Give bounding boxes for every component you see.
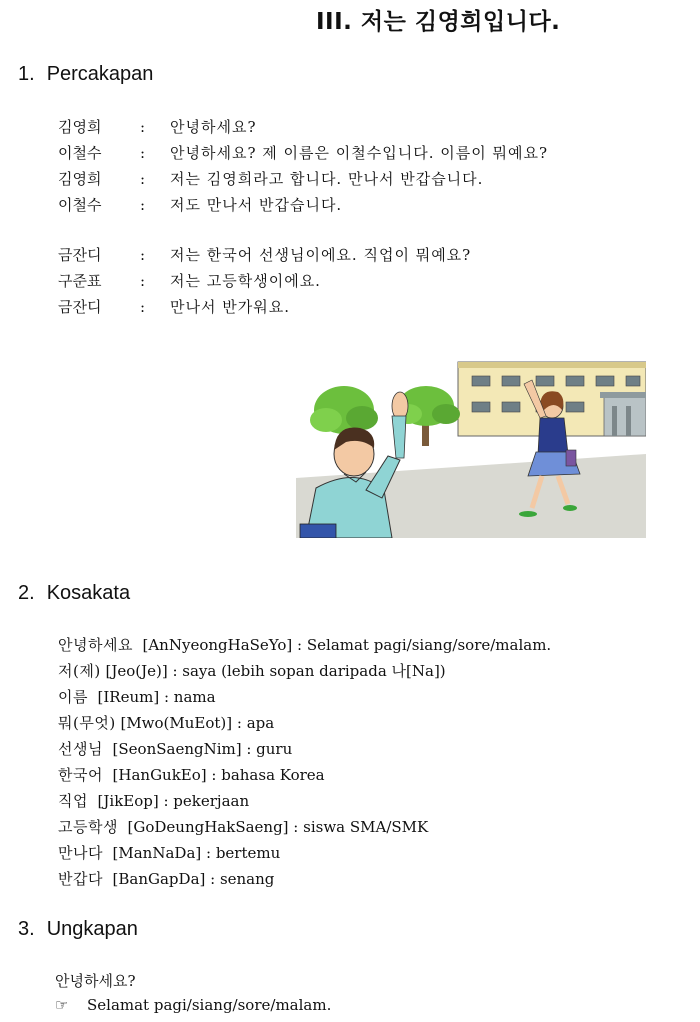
dialogue-text: 저도 만나서 반갑습니다. xyxy=(170,196,343,214)
section-number: 3. xyxy=(18,918,35,940)
vocab-definition: [IReum] : nama xyxy=(97,688,216,706)
vocabulary-item xyxy=(58,684,551,710)
dialogue-line xyxy=(58,114,548,140)
separator: : xyxy=(140,246,146,264)
dialogue-line xyxy=(58,268,471,294)
separator: : xyxy=(140,144,146,162)
section-heading-ungkapan xyxy=(18,918,138,941)
separator: : xyxy=(140,118,146,136)
vocabulary-item xyxy=(58,762,551,788)
vocabulary-item xyxy=(58,866,551,892)
vocab-korean: 뭐(무엇) xyxy=(58,714,116,732)
dialogue-text: 안녕하세요? xyxy=(170,118,257,136)
speaker-name: 이철수 xyxy=(58,196,102,214)
vocabulary-list xyxy=(58,632,551,892)
vocab-korean: 만나다 xyxy=(58,844,103,862)
vocab-korean: 고등학생 xyxy=(58,818,118,836)
speaker-name: 금잔디 xyxy=(58,246,102,264)
vocab-korean: 안녕하세요 xyxy=(58,636,133,654)
greeting-illustration xyxy=(296,358,646,538)
dialogue-text: 저는 고등학생이에요. xyxy=(170,272,321,290)
vocab-korean: 선생님 xyxy=(58,740,103,758)
speaker-name: 이철수 xyxy=(58,144,102,162)
section-heading-percakapan xyxy=(18,63,153,86)
vocabulary-item xyxy=(58,814,551,840)
dialogue-line xyxy=(58,166,548,192)
vocabulary-item xyxy=(58,788,551,814)
vocab-definition: [JikEop] : pekerjaan xyxy=(97,792,250,810)
section-number: 1. xyxy=(18,63,35,85)
vocab-korean: 반갑다 xyxy=(58,870,103,888)
dialogue-text: 만나서 반가워요. xyxy=(170,298,290,316)
vocab-korean: 직업 xyxy=(58,792,88,810)
dialogue-text: 안녕하세요? 제 이름은 이철수입니다. 이름이 뭐예요? xyxy=(170,144,548,162)
vocab-definition: [Jeo(Je)] : saya (lebih sopan daripada 나[Na]) xyxy=(105,662,446,680)
dialogue-2 xyxy=(58,242,471,320)
separator: : xyxy=(140,298,146,316)
vocab-korean: 이름 xyxy=(58,688,88,706)
vocabulary-item xyxy=(58,710,551,736)
speaker-name: 김영희 xyxy=(58,170,102,188)
dialogue-line xyxy=(58,192,548,218)
dialogue-1 xyxy=(58,114,548,218)
section-title: Kosakata xyxy=(46,582,131,604)
expression-meaning: Selamat pagi/siang/sore/malam. xyxy=(87,996,332,1014)
vocabulary-item xyxy=(58,840,551,866)
vocabulary-item xyxy=(58,658,551,684)
pointing-hand-icon: ☞ xyxy=(55,996,69,1014)
vocab-definition: [SeonSaengNim] : guru xyxy=(112,740,293,758)
expression-meaning-row xyxy=(55,996,331,1014)
dialogue-line xyxy=(58,294,471,320)
vocab-definition: [ManNaDa] : bertemu xyxy=(112,844,281,862)
speaker-name: 금잔디 xyxy=(58,298,102,316)
vocab-korean: 한국어 xyxy=(58,766,103,784)
vocab-korean: 저(제) xyxy=(58,662,101,680)
separator: : xyxy=(140,272,146,290)
vocabulary-item xyxy=(58,632,551,658)
dialogue-line xyxy=(58,242,471,268)
chapter-title: III. 저는 김영희입니다. xyxy=(316,9,561,35)
section-title: Percakapan xyxy=(46,63,154,85)
vocab-definition: [Mwo(MuEot)] : apa xyxy=(120,714,275,732)
speaker-name: 김영희 xyxy=(58,118,102,136)
expression-phrase: 안녕하세요? xyxy=(55,972,136,990)
vocab-definition: [AnNyeongHaSeYo] : Selamat pagi/siang/sore/malam. xyxy=(142,636,552,654)
section-title: Ungkapan xyxy=(46,918,138,940)
dialogue-line xyxy=(58,140,548,166)
separator: : xyxy=(140,196,146,214)
dialogue-text: 저는 한국어 선생님이에요. 직업이 뭐예요? xyxy=(170,246,472,264)
speaker-name: 구준표 xyxy=(58,272,102,290)
section-heading-kosakata xyxy=(18,582,130,605)
dialogue-text: 저는 김영희라고 합니다. 만나서 반갑습니다. xyxy=(170,170,484,188)
vocabulary-item xyxy=(58,736,551,762)
section-number: 2. xyxy=(18,582,35,604)
separator: : xyxy=(140,170,146,188)
vocab-definition: [GoDeungHakSaeng] : siswa SMA/SMK xyxy=(127,818,429,836)
vocab-definition: [BanGapDa] : senang xyxy=(112,870,275,888)
vocab-definition: [HanGukEo] : bahasa Korea xyxy=(112,766,325,784)
